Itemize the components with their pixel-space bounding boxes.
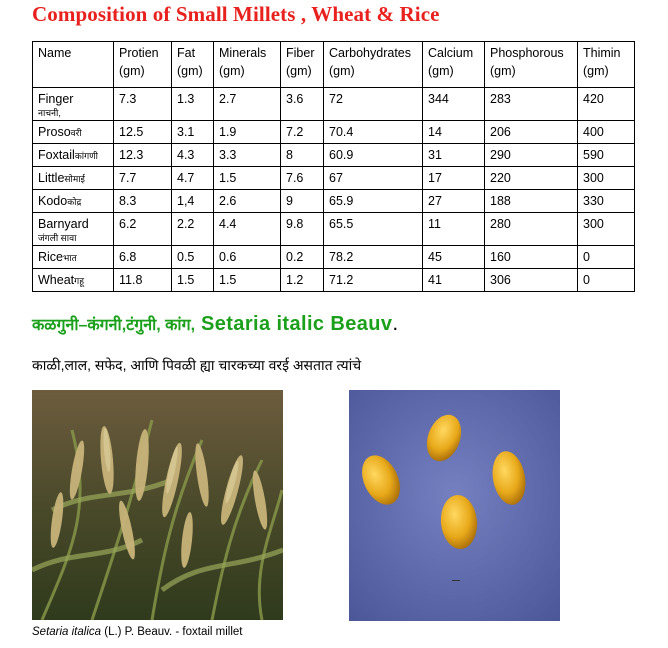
composition-table [32,41,635,292]
foxtail-millet-seeds-image [349,390,560,621]
nutrient-value: 12.3 [114,144,172,167]
nutrient-value: 6.8 [114,246,172,269]
table-row [33,88,635,121]
millet-name: Foxtail [38,148,75,162]
nutrient-value: 72 [324,88,423,121]
column-header-label: Name [38,46,72,60]
nutrient-value: 300 [578,213,635,246]
column-header-label: Carbohydrates [329,46,411,60]
column-header-label: Calcium [428,46,474,60]
nutrient-value: 306 [485,269,578,292]
nutrient-value: 8 [281,144,324,167]
nutrient-value: 1.9 [214,121,281,144]
nutrient-value: 590 [578,144,635,167]
nutrient-value: 1.5 [172,269,214,292]
millet-local-name: गहू [74,276,84,286]
nutrient-value: 7.3 [114,88,172,121]
nutrient-value: 27 [423,190,485,213]
nutrient-value: 11 [423,213,485,246]
nutrient-value: 2.2 [172,213,214,246]
heading-local-names: कळगुनी–कंगनी,टंगुनी, कांग, [32,317,196,334]
nutrient-value: 45 [423,246,485,269]
nutrient-value: 0.6 [214,246,281,269]
nutrient-value: 280 [485,213,578,246]
column-header [324,42,423,88]
nutrient-value: 31 [423,144,485,167]
millet-name: Proso [38,125,71,139]
nutrient-value: 65.5 [324,213,423,246]
page-title: Composition of Small Millets , Wheat & Rice [32,2,440,26]
nutrient-value: 71.2 [324,269,423,292]
nutrient-value: 4.7 [172,167,214,190]
column-header-label: Fiber [286,46,315,60]
nutrient-value: 12.5 [114,121,172,144]
nutrient-value: 3.3 [214,144,281,167]
nutrient-value: 14 [423,121,485,144]
millet-name: Finger [38,92,74,106]
nutrient-value: 4.4 [214,213,281,246]
scale-bar [452,580,460,581]
nutrient-value: 70.4 [324,121,423,144]
nutrient-value: 9 [281,190,324,213]
column-header-label: Phosphorous [490,46,564,60]
millet-local-name: नाचनी, [38,108,61,118]
column-header-label: Fat [177,46,196,60]
table-row [33,213,635,246]
millet-local-name: वरी [70,128,82,138]
nutrient-value: 1,4 [172,190,214,213]
image-caption [32,626,243,638]
nutrient-value: 0.5 [172,246,214,269]
column-header [214,42,281,88]
column-header-unit: (gm) [119,64,145,78]
nutrient-value: 41 [423,269,485,292]
millet-name-cell [33,167,114,190]
millet-name: Little [38,171,65,185]
column-header-unit: (gm) [329,64,355,78]
nutrient-value: 2.6 [214,190,281,213]
nutrient-value: 2.7 [214,88,281,121]
millet-name: Barnyard [38,217,89,231]
nutrient-value: 4.3 [172,144,214,167]
nutrient-value: 1.3 [172,88,214,121]
nutrient-value: 78.2 [324,246,423,269]
table-row [33,269,635,292]
millet-local-name: भात [63,253,77,263]
column-header [33,42,114,88]
millet-local-name: सोमाई [64,174,85,184]
column-header-unit: (gm) [177,64,203,78]
nutrient-value: 17 [423,167,485,190]
column-header [485,42,578,88]
nutrient-value: 0 [578,269,635,292]
column-header-label: Minerals [219,46,267,60]
nutrient-value: 8.3 [114,190,172,213]
millet-name-cell [33,190,114,213]
foxtail-millet-plant-image [32,390,283,620]
nutrient-value: 67 [324,167,423,190]
millet-name: Kodo [38,194,68,208]
nutrient-value: 11.8 [114,269,172,292]
column-header [281,42,324,88]
nutrient-value: 7.6 [281,167,324,190]
millet-name-cell [33,88,114,121]
heading-scientific-name: Setaria italic Beauv [195,313,393,335]
nutrient-value: 3.1 [172,121,214,144]
nutrient-value: 206 [485,121,578,144]
table-row [33,144,635,167]
nutrient-value: 3.6 [281,88,324,121]
color-varieties-note: काळी,लाल, सफेद, आणि पिवळी ह्या चारकच्या वरई असतात त्यांचे [32,357,362,373]
nutrient-value: 1.5 [214,269,281,292]
foxtail-millet-heading [32,312,398,336]
column-header [172,42,214,88]
column-header-label: Protien [119,46,159,60]
nutrient-value: 60.9 [324,144,423,167]
nutrient-value: 290 [485,144,578,167]
nutrient-value: 344 [423,88,485,121]
heading-period: . [392,312,399,335]
caption-species: Setaria italica [32,626,102,638]
nutrient-value: 9.8 [281,213,324,246]
nutrient-value: 0.2 [281,246,324,269]
millet-name-cell [33,269,114,292]
column-header [114,42,172,88]
table-row [33,121,635,144]
nutrient-value: 400 [578,121,635,144]
nutrient-value: 300 [578,167,635,190]
nutrient-value: 188 [485,190,578,213]
nutrient-value: 1.2 [281,269,324,292]
millet-name: Wheat [38,273,75,287]
millet-local-name: कांगणी [74,151,98,161]
nutrient-value: 1.5 [214,167,281,190]
millet-name-cell [33,144,114,167]
millet-name-cell [33,246,114,269]
millet-name-cell [33,121,114,144]
table-row [33,246,635,269]
nutrient-value: 330 [578,190,635,213]
nutrient-value: 283 [485,88,578,121]
table-row [33,167,635,190]
caption-common-name: (L.) P. Beauv. - foxtail millet [101,626,243,638]
column-header-unit: (gm) [490,64,516,78]
nutrient-value: 65.9 [324,190,423,213]
column-header [578,42,635,88]
nutrient-value: 420 [578,88,635,121]
nutrient-value: 0 [578,246,635,269]
millet-name: Rice [38,250,64,264]
nutrient-value: 7.2 [281,121,324,144]
table-header-row [33,42,635,88]
millet-local-name: जंगली सावा [38,233,77,243]
column-header-label: Thimin [583,46,621,60]
column-header-unit: (gm) [219,64,245,78]
nutrient-value: 7.7 [114,167,172,190]
nutrient-value: 160 [485,246,578,269]
millet-local-name: कोद्र [67,197,82,207]
column-header-unit: (gm) [286,64,312,78]
nutrient-value: 220 [485,167,578,190]
column-header-unit: (gm) [583,64,609,78]
nutrient-value: 6.2 [114,213,172,246]
table-row [33,190,635,213]
millet-name-cell [33,213,114,246]
column-header [423,42,485,88]
column-header-unit: (gm) [428,64,454,78]
